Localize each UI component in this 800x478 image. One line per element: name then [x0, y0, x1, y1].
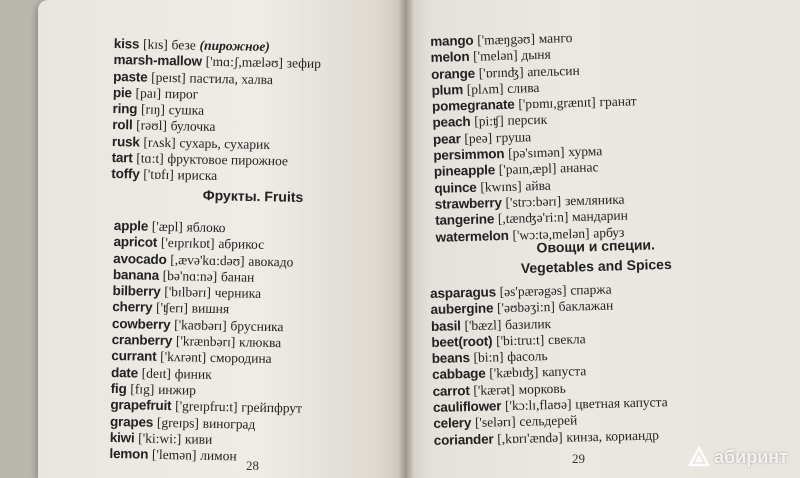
vocab-word: paste [113, 68, 148, 85]
vocab-translation: виноград [202, 415, 256, 432]
vocab-translation: ириска [177, 167, 218, 184]
vocab-translation: морковь [518, 380, 566, 397]
vocab-word: cabbage [431, 366, 486, 383]
vocab-transcription: [,tænʤə'ri:n] [497, 209, 569, 227]
vocab-transcription: ['mɑ:ʃ,mæləʊ] [205, 54, 284, 71]
vocab-translation: свекла [547, 331, 586, 348]
vocab-translation: груша [495, 129, 532, 145]
vocab-word: melon [430, 49, 470, 66]
vocab-word: beans [431, 350, 470, 367]
vocab-translation: булочка [170, 118, 216, 135]
vocab-word: tangerine [435, 211, 495, 229]
vocab-transcription: ['kaʊbərɪ] [174, 316, 227, 333]
vocab-translation: дыня [521, 46, 551, 63]
vocab-transcription: ['lemən] [151, 446, 197, 463]
vocab-transcription: [kɪs] [142, 36, 168, 53]
vocab-transcription: [əs'pærəgəs] [499, 282, 567, 300]
vocab-translation: слива [507, 79, 540, 96]
vocab-translation: киви [184, 431, 213, 447]
vocab-transcription: ['bæzl] [464, 316, 502, 333]
vocab-word: cranberry [111, 332, 173, 349]
vocab-transcription: ['ki:wi:] [138, 430, 182, 447]
vocab-word: cherry [112, 299, 153, 316]
vocab-word: apricot [113, 234, 158, 251]
vocab-translation: финик [174, 365, 212, 382]
vocab-transcription: [,kɒrɪ'ændə] [497, 429, 563, 447]
right-page [406, 0, 800, 478]
fruits-heading: Фрукты. Fruits [202, 187, 304, 205]
vocab-word: plum [431, 81, 464, 98]
vocab-transcription: [fɪg] [130, 381, 155, 397]
vocab-word: currant [111, 348, 157, 365]
vocab-translation: спаржа [570, 281, 612, 298]
vocab-word: banana [112, 266, 160, 283]
vocab-transcription: [greɪps] [156, 414, 200, 431]
vocab-translation: авокадо [248, 253, 294, 270]
vocab-word: pineapple [433, 162, 496, 180]
vocab-translation: баклажан [558, 297, 614, 315]
vocab-word: lemon [109, 446, 149, 462]
vocab-word: date [110, 364, 139, 381]
vocab-transcription: ['tɒfɪ] [143, 166, 174, 183]
vocab-word: coriander [433, 431, 494, 448]
vocab-transcription: ['pɒmɪ,grænɪt] [518, 94, 596, 112]
vocab-translation: сельдерей [519, 412, 578, 430]
vocab-transcription: [pə'sɪmən] [507, 144, 565, 161]
vocab-word: basil [430, 317, 461, 334]
vocab-word: celery [433, 415, 472, 432]
vocab-translation: безе [171, 37, 196, 53]
vocab-transcription: ['strɔ:bərɪ] [505, 193, 562, 210]
vocab-transcription: ['kærət] [473, 381, 515, 398]
left-entries-bottom [109, 218, 404, 468]
labirint-logo-icon [688, 446, 710, 468]
vocab-word: grapes [109, 413, 154, 430]
vocab-translation: базилик [504, 315, 552, 332]
vocab-transcription: ['greɪpfru:t] [175, 398, 238, 415]
vocab-word: carrot [432, 382, 470, 399]
vocab-word: toffy [111, 166, 140, 182]
vocab-translation: лимон [200, 447, 237, 464]
vocab-transcription: [tɑ:t] [136, 150, 164, 167]
vocab-translation: клюква [238, 334, 282, 351]
vocab-transcription: ['bɪlbərɪ] [164, 284, 212, 301]
left-entries-top [111, 36, 404, 188]
vegetables-heading-ru: Овощи и специи. [536, 236, 656, 256]
vocab-translation: айва [525, 177, 551, 194]
vocab-transcription: [rʌsk] [143, 134, 176, 150]
vocab-translation: зефир [286, 55, 322, 72]
vocab-word: apple [113, 218, 149, 234]
vocab-transcription: ['krænbərɪ] [175, 333, 236, 350]
vocab-word: asparagus [430, 284, 497, 301]
vocab-word: rusk [111, 133, 140, 150]
vocab-transcription: ['kʌrənt] [160, 349, 207, 366]
vocab-translation: банан [220, 268, 255, 285]
left-page [38, 0, 406, 478]
vocab-translation: черника [214, 285, 262, 302]
vocab-translation: сушка [168, 102, 205, 118]
vocab-word: fig [110, 380, 127, 397]
vocab-translation: мандарин [571, 207, 629, 225]
vocab-translation: хурма [568, 143, 603, 160]
vocab-transcription: ['æpl] [151, 218, 183, 235]
vocab-transcription: [bi:n] [473, 349, 504, 366]
vocab-translation: яблоко [186, 219, 226, 236]
vocab-translation: грейпфрут [241, 399, 303, 416]
vocab-transcription: ['melən] [472, 47, 518, 65]
vocab-word: strawberry [434, 195, 502, 212]
vocab-transcription: [peə] [464, 130, 493, 146]
vocab-transcription: ['ɒrɪnʤ] [478, 63, 524, 81]
vocab-word: peach [432, 114, 471, 131]
book-gutter [398, 0, 414, 478]
vocab-word: avocado [113, 250, 167, 267]
vocab-word: pie [112, 84, 132, 101]
vocab-word: kiwi [109, 429, 135, 446]
vocab-translation: персик [507, 112, 548, 129]
vocab-translation: смородина [209, 350, 272, 367]
vocab-translation: вишня [191, 300, 230, 317]
vocab-translation: пирог [164, 85, 199, 102]
vocab-word: grapefruit [110, 397, 172, 414]
vocab-translation: кинза, кориандр [566, 427, 660, 445]
page-number-right: 29 [572, 451, 585, 466]
vocab-word: mango [430, 32, 474, 49]
watermark-text: абиринт [714, 446, 788, 467]
vocab-word: kiss [113, 36, 140, 52]
vocab-transcription: [peɪst] [151, 69, 186, 85]
vocab-translation: абрикос [218, 236, 265, 253]
vocab-transcription: ['əʊbəʒi:n] [496, 299, 556, 316]
vocab-transcription: [kwɪns] [480, 178, 522, 195]
vocab-word: ring [112, 101, 138, 117]
vocab-translation: цветная капуста [575, 394, 668, 412]
vocab-transcription: ['eɪprɪkɒt] [160, 235, 215, 252]
right-entries-top [430, 24, 796, 246]
vocab-transcription: [paɪ] [135, 85, 162, 101]
vocab-transcription: ['mæŋgəʊ] [477, 31, 536, 48]
vocab-transcription: [deɪt] [141, 365, 172, 381]
vocab-transcription: ['paɪn,æpl] [498, 160, 557, 178]
vocab-transcription: ['selərɪ] [474, 414, 516, 431]
page-number-left: 28 [246, 458, 259, 473]
vocab-translation: апельсин [527, 62, 580, 79]
vocab-translation: манго [538, 30, 573, 46]
vocab-translation: пастила, халва [189, 70, 274, 87]
vocab-word: roll [112, 117, 133, 133]
vocab-transcription: [rɪŋ] [140, 101, 166, 118]
vocab-transcription: [,ævə'kɑ:dəʊ] [170, 251, 245, 269]
vocab-word: cauliflower [432, 398, 502, 416]
vocab-word: tart [111, 150, 133, 166]
vocab-word: beet(root) [431, 333, 493, 350]
vocab-word: aubergine [430, 300, 494, 318]
vocab-word: watermelon [435, 227, 509, 245]
vocab-translation: гранат [599, 93, 637, 110]
right-entries-bottom [430, 277, 794, 449]
vocab-word: marsh-mallow [113, 52, 203, 69]
vocab-translation: брусника [230, 318, 284, 335]
vocab-translation: инжир [158, 381, 197, 398]
vocab-word: persimmon [433, 146, 505, 164]
vocab-transcription: [pi:ʧ] [474, 113, 504, 130]
watermark [688, 446, 788, 468]
vocab-translation: сухарь, сухарик [179, 135, 271, 152]
vocab-transcription: ['bi:tru:t] [495, 332, 545, 349]
vocab-word: pear [432, 130, 461, 147]
vocab-word: bilberry [112, 283, 161, 300]
vocab-transcription: ['ʧerɪ] [155, 300, 189, 316]
vocab-transcription: ['kæbɪʤ] [489, 364, 539, 382]
vocab-word: pomegranate [431, 96, 515, 115]
vocab-transcription: ['wɔ:tə,melən] [512, 225, 590, 243]
vocab-transcription: [bə'nɑ:nə] [162, 267, 218, 284]
vocab-translation: земляника [564, 191, 625, 209]
vocab-transcription: [plʌm] [466, 80, 504, 97]
vocab-word: quince [434, 179, 477, 196]
vegetables-heading-en: Vegetables and Spices [520, 255, 672, 277]
vocab-transcription: ['kɔ:lɪ,flaʊə] [504, 396, 572, 414]
vocab-transcription: [rəʊl] [136, 117, 168, 134]
vocab-translation: фруктовое пирожное [167, 151, 289, 169]
vocab-note: (пирожное) [199, 37, 270, 54]
vocab-translation: арбуз [592, 224, 625, 241]
vocab-translation: фасоль [507, 348, 548, 365]
vocab-word: orange [430, 65, 476, 82]
vocab-word: cowberry [111, 315, 171, 332]
vocab-translation: капуста [541, 363, 587, 380]
vegetables-heading [485, 233, 706, 279]
vocab-translation: ананас [559, 159, 599, 176]
